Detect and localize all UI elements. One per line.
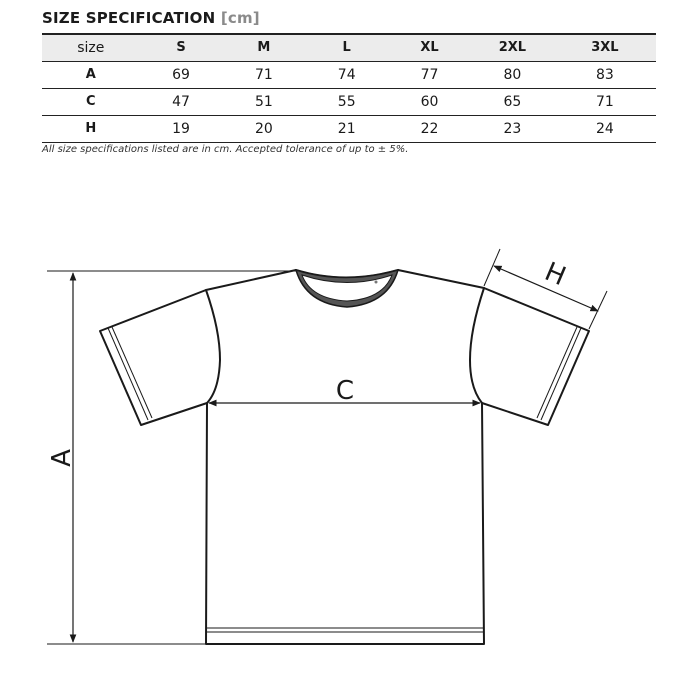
row-label: C xyxy=(42,88,140,115)
table-cell: 77 xyxy=(388,61,471,88)
header-cell-m: M xyxy=(222,34,305,61)
collar xyxy=(296,270,398,307)
table-cell: 60 xyxy=(388,88,471,115)
tolerance-note: All size specifications listed are in cm. Accepted tolerance of up to ± 5%. xyxy=(42,144,409,155)
table-cell: 24 xyxy=(554,115,656,142)
table-cell: 19 xyxy=(140,115,223,142)
row-label: A xyxy=(42,61,140,88)
table-cell: 22 xyxy=(388,115,471,142)
dimension-c-label: C xyxy=(335,376,355,406)
dimension-a-label: A xyxy=(47,449,77,467)
bottom-hem-stitching xyxy=(207,628,483,632)
header-cell-s: S xyxy=(140,34,223,61)
dimension-h xyxy=(484,249,607,329)
header-cell-xl: XL xyxy=(388,34,471,61)
table-cell: 71 xyxy=(554,88,656,115)
table-cell: 71 xyxy=(222,61,305,88)
header-cell-size: size xyxy=(42,34,140,61)
row-label: H xyxy=(42,115,140,142)
table-cell: 65 xyxy=(471,88,554,115)
table-cell: 55 xyxy=(305,88,388,115)
header-cell-3xl: 3XL xyxy=(554,34,656,61)
header-cell-l: L xyxy=(305,34,388,61)
header-cell-2xl: 2XL xyxy=(471,34,554,61)
spec-title-text: SIZE SPECIFICATION xyxy=(42,9,216,27)
dimension-a xyxy=(47,271,296,644)
spec-title-unit: [cm] xyxy=(220,9,260,27)
table-cell: 51 xyxy=(222,88,305,115)
table-cell: 23 xyxy=(471,115,554,142)
table-cell: 83 xyxy=(554,61,656,88)
table-cell: 69 xyxy=(140,61,223,88)
table-cell: 21 xyxy=(305,115,388,142)
tshirt-outline xyxy=(100,270,589,644)
table-cell: 74 xyxy=(305,61,388,88)
sleeve-hem-stitching xyxy=(108,327,581,420)
table-cell: 80 xyxy=(471,61,554,88)
table-cell: 47 xyxy=(140,88,223,115)
table-cell: 20 xyxy=(222,115,305,142)
dimension-h-label: H xyxy=(540,257,570,293)
